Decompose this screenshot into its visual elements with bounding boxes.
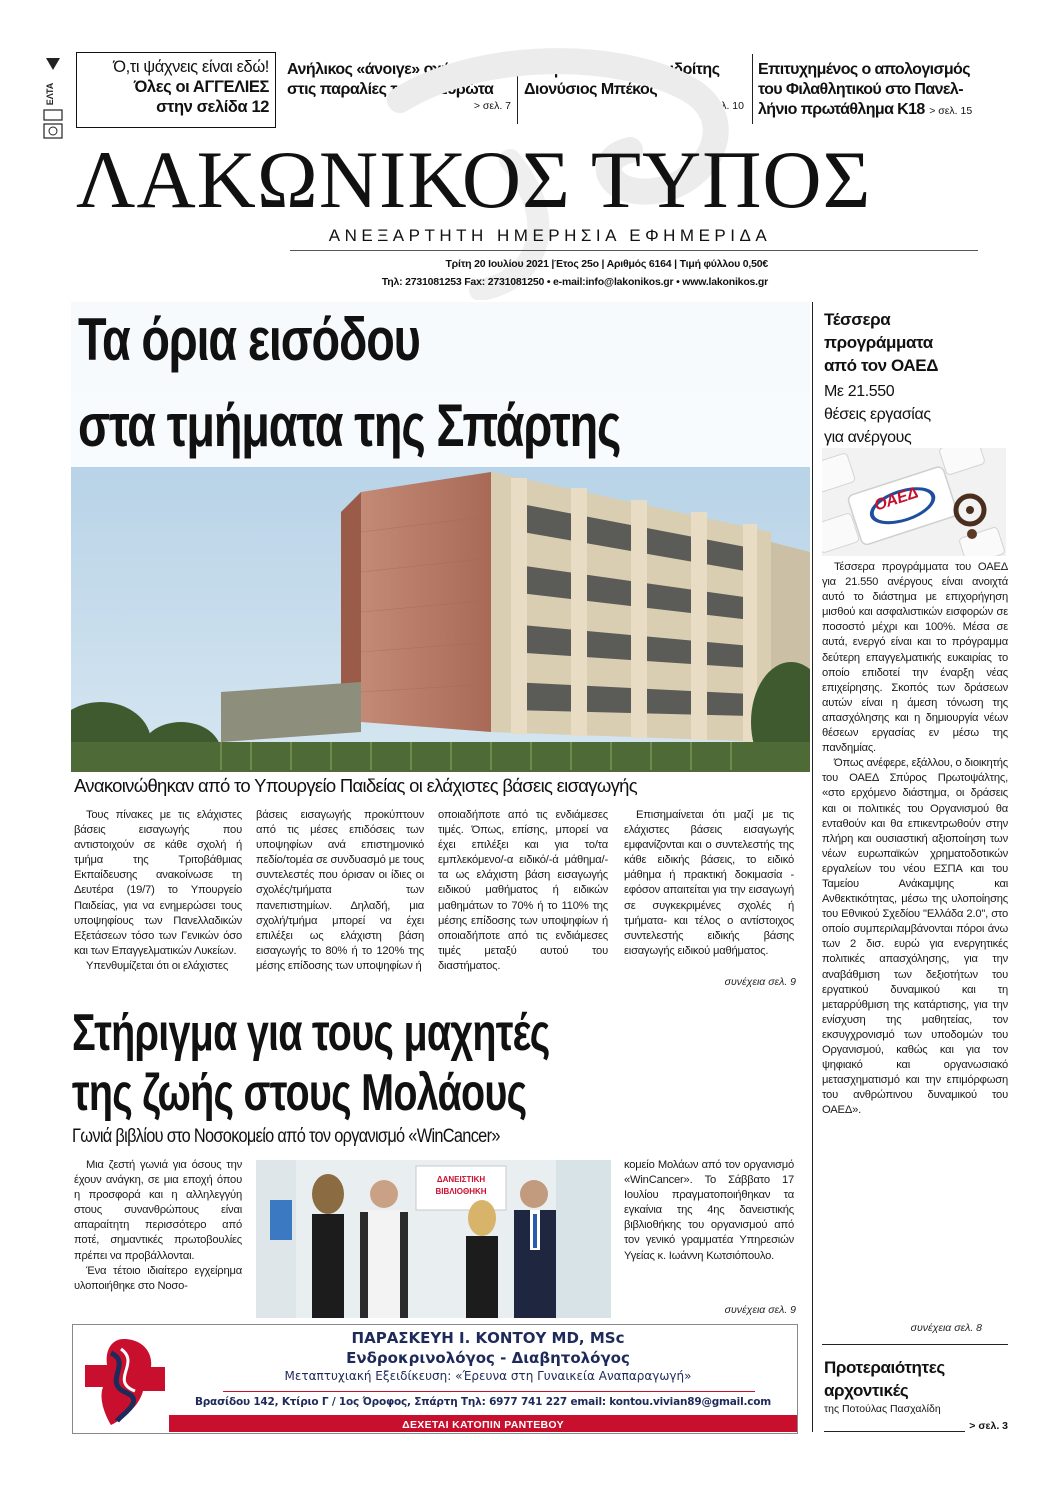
sidebar-deck-l1: Με 21.550 (824, 383, 895, 400)
sidebar-headline-l2: προγράμματα (824, 333, 933, 352)
second-headline-l2[interactable]: της ζωής στους Μολάους (72, 1064, 527, 1122)
elta-mark-icon (40, 52, 66, 144)
photo-sign-line2: ΒΙΒΛΙΟΘΗΚΗ (435, 1187, 487, 1196)
teaser-1-title-l2: στις παραλίες του Δ. Ευρώτα (287, 81, 494, 98)
second-headline-l1[interactable]: Στήριγμα για τους μαχητές (72, 1004, 550, 1062)
masthead-title[interactable]: ΛΑΚΩΝΙΚΟΣ ΤΥΠΟΣ (76, 134, 872, 225)
key-label: ΟΑΕΔ (872, 484, 921, 515)
sidebar-photo (822, 448, 1006, 556)
lead-col-2: βάσεις εισαγωγής προκύπτουν από τις μέσες επιδόσεις των υποψηφίων ανά επιστημονικό πεδίο/τομέα σε συνδυασμό με τους συντελεστές που όρισαν οι ίδιες οι σχολές/τμήματα των πανεπιστημίων. Δηλαδή, μια σχολή/τμήμα μπορεί να έχει επιλέξει ως ελάχιστη βάση εισαγωγής το 80% ή το 120% της μέσης επίδοσης των υποψηφίων ή (256, 809, 424, 972)
sidebar-bottom-l2: αρχοντικές (824, 1381, 909, 1400)
sidebar-deck-l2: θέσεις εργασίας (824, 406, 931, 423)
teaser-2-page: > σελ. 10 (701, 100, 744, 112)
classifieds-line2: Όλες οι ΑΓΓΕΛΙΕΣ (133, 78, 269, 96)
sidebar-bottom-author: της Ποτούλας Πασχαλίδη (824, 1403, 941, 1415)
second-continues[interactable]: συνέχεια σελ. 9 (724, 1304, 796, 1316)
sidebar-bottom-page: > σελ. 3 (969, 1420, 1008, 1432)
teaser-1-title-l1: Ανήλικος «άνοιγε» οχήματα (287, 61, 485, 78)
sidebar-divider (812, 302, 813, 1432)
sidebar-headline[interactable] (824, 308, 1004, 377)
elta-logo (40, 52, 66, 144)
classifieds-line3: στην σελίδα 12 (156, 98, 269, 116)
doctor-ad[interactable] (72, 1324, 798, 1434)
sidebar-deck-l3: για ανέργους (824, 429, 912, 446)
sidebar-continues[interactable]: συνέχεια σελ. 8 (910, 1322, 982, 1334)
lead-col-4: Επισημαίνεται ότι μαζί με τις ελάχιστες βάσεις εισαγωγής εμφανίζονται και ο συντελεστής της κάθε ειδικής βάσεις, το ειδικό μάθημα ή πρακτική δοκιμασία - εφόσον απαιτείται για την εισαγωγή σε συγκεκριμένες σχολές ή τμήματα- και τέλος ο αντίστοιχος συντελεστής ειδικής βάσης εισαγωγής ειδικού μαθήματος. (624, 809, 794, 957)
teaser-1-page: > σελ. 7 (473, 100, 511, 112)
ad-logo-icon (81, 1333, 167, 1427)
teaser-3-page: > σελ. 15 (929, 105, 973, 117)
classifieds-box[interactable] (76, 52, 276, 128)
ad-name: ΠΑΡΑΣΚΕΥΗ Ι. ΚΟΝΤΟΥ MD, MSc (351, 1329, 625, 1347)
ad-banner-text: ΔΕΧΕΤΑΙ ΚΑΤΟΠΙΝ ΡΑΝΤΕΒΟΥ (402, 1419, 564, 1431)
sidebar-headline-l1: Τέσσερα (824, 310, 891, 329)
sidebar-bottom-rule (822, 1344, 1008, 1345)
second-col-3: κομείο Μολάων από τον οργανισμό «WinCancer». Το Σάββατο 17 Ιουλίου πραγματοποιήθηκαν τα εγκαίνια της 4ης δανειστικής βιβλιοθήκης του οργανισμού από τον γενικό γραμματέα Υπηρεσιών Υγείας κ. Ιωάννη Κωτσιόπουλο. (624, 1159, 794, 1262)
ad-rule (223, 1391, 755, 1392)
lead-col-3: οποιαδήποτε από τις ενδιάμεσες τιμές. Όπως, επίσης, μπορεί να έχει επιλέξει και για το/τα εμπλεκόμενο/-α ειδικό/-ά μάθημα/-τα ως ελάχιστη βάση εισαγωγής ειδικού μαθήματος ή ειδικών μαθημάτων το 70% ή το 110% της μέσης επίδοσης των υποψηφίων ή οποιαδήποτε από τις ενδιάμεσες τιμές μεταξύ αυτού του διαστήματος. (438, 809, 608, 972)
teaser-2-title-l1: Απεβίωσε ο αρχιμανδρίτης (524, 61, 720, 78)
classifieds-line1: Ό,τι ψάχνεις είναι εδώ! (113, 58, 269, 76)
second-subhead: Γωνιά βιβλίου στο Νοσοκομείο από τον οργανισμό «WinCancer» (72, 1126, 500, 1147)
lead-headline-l2[interactable]: στα τμήματα της Σπάρτης (78, 392, 621, 459)
ad-banner (169, 1415, 797, 1432)
lead-col-1: Τους πίνακες με τις ελάχιστες βάσεις εισαγωγής που αντιστοιχούν σε κάθε σχολή ή τμήμα της Τριτοβάθμιας Εκπαίδευσης ανακοίνωσε τη Δευτέρα (19/7) το Υπουργείο Παιδείας, για να ενημερώσει τους υποψηφίους των Πανελλαδικών Εξετάσεων τόσο των Γενικών όσο και των Επαγγελματικών Λυκείων. Υπενθυμίζεται ότι οι ελάχιστες (74, 809, 242, 972)
masthead-info-2: Τηλ: 2731081253 Fax: 2731081250 • e-mail:info@lakonikos.gr • www.lakonikos.gr (381, 276, 768, 288)
teaser-2-title-l2: Διονύσιος Μπέκος (524, 81, 658, 98)
lead-continues[interactable]: συνέχεια σελ. 9 (724, 976, 796, 988)
svg-text:ΕΛΤΑ: ΕΛΤΑ (45, 82, 55, 106)
teaser-3-title-l2: του Φιλαθλητικού στο Πανελ- (758, 81, 963, 98)
sidebar-bottom-l1: Προτεραιότητες (824, 1358, 945, 1377)
second-col-1: Μια ζεστή γωνιά για όσους την έχουν ανάγκη, σε μια εποχή όπου η προσφορά και η αλληλεγγύη στους συνανθρώπους είναι απαραίτητη περισσότερο από ποτέ, σημαντικές πρωτοβουλίες πρέπει να προβάλλονται. Ένα τέτοιο ιδιαίτερο εγχείρημα υλοποιήθηκε στο Νοσο- (74, 1159, 242, 1292)
ad-training: Μεταπτυχιακή Εξειδίκευση: «Έρευνα στη Γυναικεία Αναπαραγωγή» (284, 1369, 692, 1383)
lead-subhead: Ανακοινώθηκαν από το Υπουργείο Παιδείας οι ελάχιστες βάσεις εισαγωγής (74, 775, 637, 796)
ad-address: Βρασίδου 142, Κτίριο Γ / 1ος Όροφος, Σπάρτη Τηλ: 6977 741 227 email: kontou.vivian89@gmail.com (194, 1396, 772, 1408)
masthead-rule (290, 250, 978, 251)
sidebar-headline-l3: από τον ΟΑΕΔ (824, 356, 939, 375)
teaser-3[interactable] (758, 60, 1008, 122)
people-photo (256, 1160, 611, 1318)
lead-headline-l1[interactable]: Τα όρια εισόδου (78, 306, 420, 373)
teaser-3-title-l1: Επιτυχημένος ο απολογισμός (758, 61, 970, 78)
masthead-subtitle: ΑΝΕΞΑΡΤΗΤΗ ΗΜΕΡΗΣΙΑ ΕΦΗΜΕΡΙΔΑ (328, 226, 772, 245)
sidebar-deck (824, 380, 1004, 449)
sidebar-bottom[interactable] (824, 1356, 1008, 1432)
masthead-info-1: Τρίτη 20 Ιουλίου 2021 |Έτος 25ο | Αριθμός 6164 | Τιμή φύλλου 0,50€ (445, 258, 768, 270)
ad-specialty: Ενδροκρινολόγος - Διαβητολόγος (346, 1349, 630, 1367)
photo-sign-line1: ΔΑΝΕΙΣΤΙΚΗ (436, 1175, 486, 1184)
teaser-3-title-l3: λήνιο πρωτάθλημα Κ18 (758, 101, 925, 118)
sidebar-body: Τέσσερα προγράμματα του ΟΑΕΔ για 21.550 ανέργους είναι ανοιχτά αυτό το διάστημα με επιχορήγηση μισθού και ασφαλιστικών εισφορών σε ποσοστό μέχρι και 100%. Μέσα σε αυτά, ενεργό είναι και το πρόγραμμα δεύτερη επαγγελματικής ευκαιρίας το οποίο επιδοτεί την έναρξη νέας επιχείρησης. Σκοπός των δράσεων αυτών είναι η άμεση τόνωση της απασχόλησης και η δημιουργία νέων θέσεων εργασίας εν μέσω της πανδημίας. Όπως ανέφερε, εξάλλου, ο διοικητής του ΟΑΕΔ Σπύρος Πρωτοψάλτης, «στο ερχόμενο διάστημα, οι δράσεις και οι πολιτικές του Οργανισμού θα ενταθούν και θα επικεντρωθούν στην πλήρη και ουσιαστική αξιοποίηση των νέων ευρωπαϊκών χρηματοδοτικών εργαλείων του νέου ΕΣΠΑ και του Ταμείου Ανάκαμψης και Ανθεκτικότητας, μέσω της υλοποίησης του Εθνικού Σχεδίου "Ελλάδα 2.0", στο οποίο συμπεριλαμβάνονται πόροι άνω των 2 δισ. ευρώ για ενεργητικές πολιτικές απασχόλησης, για την αναβάθμιση των δεξιοτήτων του εργατικού δυναμικού και τη μεταρρύθμιση της κατάρτισης, για την ενίσχυση της μαθητείας, τον εκσυγχρονισμό των υποδομών του Οργανισμού, καθώς και για τον ψηφιακό και οργανωσιακό μετασχηματισμό και την επιμόρφωση του ανθρώπινου δυναμικού του ΟΑΕΔ». (822, 561, 1008, 1117)
second-photo (256, 1160, 611, 1318)
